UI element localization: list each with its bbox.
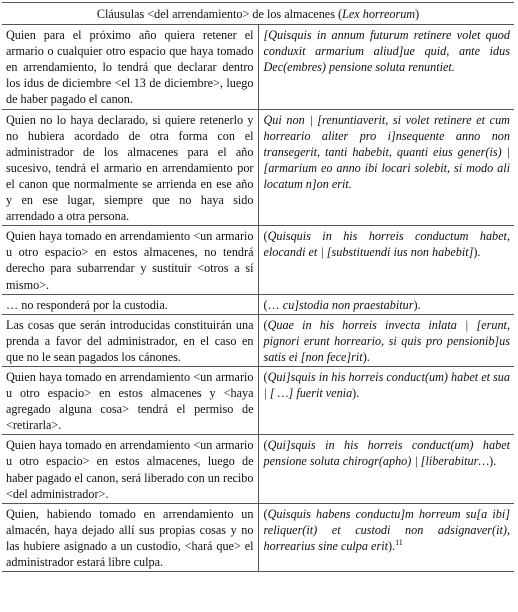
table-row <box>2 25 514 109</box>
spanish-clause: Quien, habiendo tomado en arrendamiento un almacén, haya dejado allí sus propias cosas y no las hubiere asignado a un custodio, <hará que> el administrador estará libre culpa. <box>2 503 258 571</box>
latin-clause <box>258 109 514 226</box>
table-row <box>2 435 514 503</box>
table-header-row <box>2 3 514 25</box>
spanish-clause: Quien haya tomado en arrendamiento <un armario u otro espacio> en estos almacenes, luego de haber pagado el canon, será liberado con un recibo <del administrador>. <box>2 435 258 503</box>
latin-clause <box>258 366 514 434</box>
latin-suffix: ). <box>352 386 360 401</box>
latin-suffix: ). <box>473 245 481 260</box>
document-page <box>2 2 514 608</box>
latin-suffix: ). <box>489 454 497 469</box>
latin-clause <box>258 314 514 366</box>
latin-text: Quae in his horreis invecta inlata | [erunt, pignori erunt horreario, si quis pro pensionib]us satis ei [non fece]rit <box>263 317 510 364</box>
table-row <box>2 503 514 571</box>
latin-clause <box>258 226 514 294</box>
latin-suffix: ). <box>387 538 396 553</box>
latin-text: Quisquis habens conductu]m horreum su[a ibi] reliquer(it) et custodi non adsignaver(it), horrearius sine culpa erit <box>263 506 510 553</box>
table-title <box>2 3 514 25</box>
spanish-clause: Las cosas que serán introducidas constituirán una prenda a favor del administrador, en el caso en que no le sean pagados los cánones. <box>2 314 258 366</box>
latin-text: [Quisquis in annum futurum retinere volet quod conduxit armarium aliud]ue quid, ante idus Dec(embres) pensione soluta renuntiet. <box>263 28 510 75</box>
table-row <box>2 366 514 434</box>
title-italic-text: Lex horreorum <box>342 7 416 21</box>
title-text: Cláusulas <del arrendamiento> de los almacenes ( <box>96 7 343 21</box>
latin-prefix: ( <box>263 229 268 244</box>
table-row <box>2 226 514 294</box>
latin-prefix: (… <box>263 297 283 312</box>
latin-clause <box>258 294 514 314</box>
latin-prefix: ( <box>263 506 268 521</box>
clauses-table <box>2 2 514 572</box>
latin-text: cu]stodia non praestabitur <box>282 297 414 312</box>
latin-clause <box>258 435 514 503</box>
latin-text: Quisquis in his horreis conductum habet, elocandi et | [substituendi ius non habebit] <box>263 229 510 260</box>
latin-prefix: ( <box>263 438 268 453</box>
latin-suffix: ). <box>413 297 421 312</box>
table-row <box>2 109 514 226</box>
spanish-clause: Quien haya tomado en arrendamiento <un armario u otro espacio> en estos almacenes y <haya agregado alguna cosa> tendrá el permiso de <retirarla>. <box>2 366 258 434</box>
spanish-clause: Quien para el próximo año quiera retener el armario o cualquier otro espacio que haya tomado en arrendamiento, lo tendrá que declarar dentro los idus de diciembre <el 13 de diciembre>, luego de haber pagado el canon. <box>2 25 258 109</box>
latin-suffix: ). <box>362 349 370 364</box>
spanish-clause: Quien no lo haya declarado, si quiere retenerlo y no hubiera acordado de otra forma con el administrador de los almacenes para el año sucesivo, tendrá el armario en arrendamiento por el canon que normalmente se arrienda en ese año y en ese lugar, siempre que no haya sido arrendado a otra persona. <box>2 109 258 226</box>
table-row <box>2 294 514 314</box>
spanish-clause: Quien haya tomado en arrendamiento <un armario u otro espacio> en estos almacenes, no tendrá derecho para subarrendar y sustituir <otros a sí mismo>. <box>2 226 258 294</box>
spanish-clause: … no responderá por la custodia. <box>2 294 258 314</box>
latin-text: Qui]squis in his horreis conduct(um) habet et sua | [ …] fuerit venia <box>263 369 510 401</box>
table-row <box>2 314 514 366</box>
latin-prefix: ( <box>263 369 268 384</box>
footnote-marker: 11 <box>395 537 403 547</box>
title-suffix: ) <box>415 7 420 21</box>
latin-clause <box>258 25 514 109</box>
latin-text: Qui non | [renuntiaverit, si volet retinere et cum horreario aliter pro i]nsequente anno non transegerit, tanti habebit, quanti eius gener(is) | [armarium eo anno ibi locari solebit, si modo ali locatum n]on erit. <box>263 112 510 191</box>
latin-prefix: ( <box>263 317 268 332</box>
latin-text: Qui]squis in his horreis conduct(um) habet pensione soluta chirogr(apho) | [liberabitur… <box>263 438 510 469</box>
latin-clause <box>258 503 514 571</box>
